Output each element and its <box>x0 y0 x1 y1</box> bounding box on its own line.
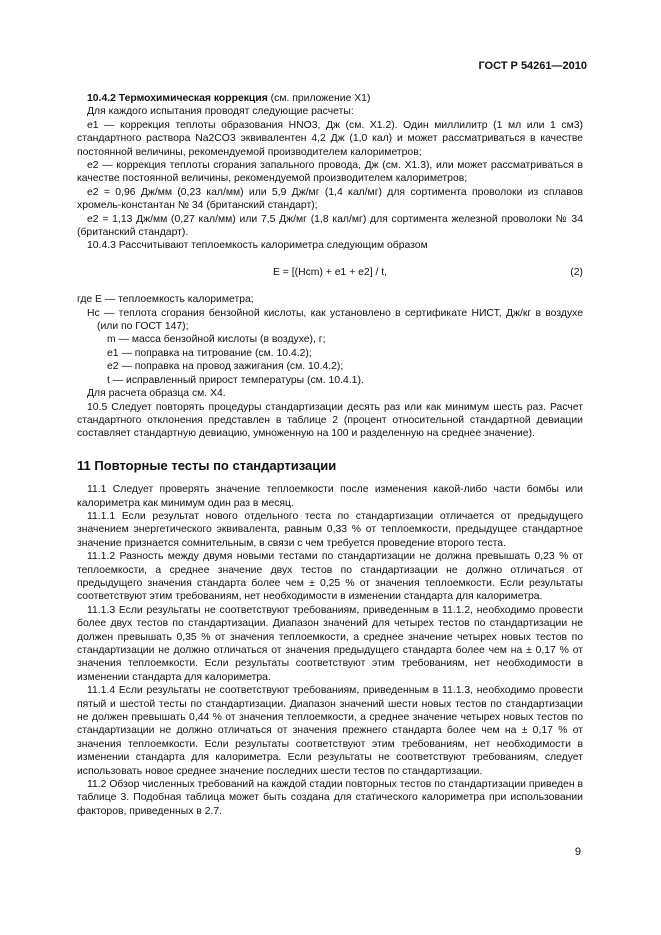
where-Hc: Hc — теплота сгорания бензойной кислоты, как установлено в сертификате НИСТ, Дж/кг в воздухе (или по ГОСТ 147); <box>87 307 583 333</box>
formula-expression: E = [(Hcm) + e1 + e2] / t, <box>272 266 388 278</box>
where-e2: e2 — поправка на провод зажигания (см. 10.4.2); <box>107 361 344 373</box>
section-10-4-2-heading <box>77 92 583 105</box>
paragraph-11-1: 11.1 Следует проверять значение теплоемкости после изменения какой-либо части бомбы или калориметра как минимум один раз в месяц. <box>77 484 583 509</box>
where-E: где E — теплоемкость калориметра; <box>77 294 254 306</box>
document-code: ГОСТ Р 54261—2010 <box>478 60 587 72</box>
heading-tail: (см. приложение X1) <box>267 93 371 104</box>
paragraph-e2-iron: e2 = 1,13 Дж/мм (0,27 кал/мм) или 7,5 Дж/мг (1,8 кал/мг) для сортимента железной проволоки № 34 (британский стандарт). <box>77 213 583 239</box>
section-10-5: 10.5 Следует повторять процедуры стандартизации десять раз или как минимум шесть раз. Расчет стандартного отклонения представлен в таблице 2 (процент относительной стандартной девиации составляет стандартную девиацию, умноженную на 100 и разделенную на среднее значение). <box>77 401 583 440</box>
paragraph-11-1-4: 11.1.4 Если результаты не соответствуют требованиям, приведенным в 11.1.3, необходимо провести пятый и шестой тесты по стандартизации. Диапазон значений шести новых тестов по стандартизации не должен превышать 0,44 % от значения теплоемкости, а среднее значение четырех новых тестов по стандартизации не должно отличаться от значения прежнего стандарта более чем на ± 0,17 % от значения теплоемкости. Если результаты соответствуют этим требованиям, нет необходимости в изменении стандарта для калориметра. Если результаты не соответствуют требованиям, следует использовать новое среднее значение последних шести тестов по стандартизации. <box>77 685 583 777</box>
heading-bold: 10.4.2 Термохимическая коррекция <box>87 93 268 104</box>
section-11-title: 11 Повторные тесты по стандартизации <box>77 457 337 473</box>
paragraph-11-1-1: 11.1.1 Если результат нового отдельного теста по стандартизации отличается от предыдущего значением энергетического эквивалента, равным 0,33 % от теплоемкости, предыдущее стандартное значение признается сомнительным, в связи с чем требуется проведение второго теста. <box>77 510 583 549</box>
page-number: 9 <box>574 846 581 858</box>
where-e1: e1 — поправка на титрование (см. 10.4.2); <box>107 347 312 359</box>
paragraph-11-2: 11.2 Обзор численных требований на каждой стадии повторных тестов по стандартизации приведен в таблице 3. Подобная таблица может быть создана для статического калориметра при использовании факторов, приведенных в 2.7. <box>77 779 583 817</box>
where-m: m — масса бензойной кислоты (в воздухе), г; <box>107 334 326 346</box>
formula-number: (2) <box>570 266 583 278</box>
paragraph-11-1-3: 11.1.3 Если результаты не соответствуют требованиям, приведенным в 11.1.2, необходимо провести более двух тестов по стандартизации. Диапазон значений для четырех тестов по стандартизации не должен превышать 0,35 % от значения теплоемкости, а среднее значение четырех новых тестов по стандартизации не должно отличаться от значения предыдущего стандарта более чем на ± 0,17 % от значения теплоемкости. Если результаты соответствуют этим требованиям, нет необходимости в изменении стандарта для калориметра. <box>77 604 583 683</box>
formula-2 <box>77 266 583 279</box>
page-content <box>77 92 583 818</box>
paragraph-e2: e2 — коррекция теплоты сгорания запального провода, Дж (см. X1.3), или может рассматриваться в качестве постоянной величины, рекомендуемой производителем калориметров; <box>77 160 583 185</box>
paragraph-11-1-2: 11.1.2 Разность между двумя новыми тестами по стандартизации не должна превышать 0,23 % от теплоемкости, а среднее значение двух тестов по стандартизации не должно отличаться от предыдущего значения стандарта более чем ± 0,25 % от значения теплоемкости. Если результаты соответствуют этим требованиям, нет необходимости в изменении стандарта для калориметра. <box>77 551 583 603</box>
where-example: Для расчета образца см. X4. <box>87 388 226 400</box>
where-t: t — исправленный прирост температуры (см. 10.4.1). <box>107 374 364 386</box>
paragraph-e1: e1 — коррекция теплоты образования HNO3, Дж (см. X1.2). Один миллилитр (1 мл или 1 см3) стандартного раствора Na2CO3 эквивалентен 4,2 Дж (1,0 кал) и может рассматриваться в качестве постоянной величины, рекомендуемой производителем калориметров; <box>77 119 583 158</box>
section-10-4-3: 10.4.3 Рассчитывают теплоемкость калориметра следующим образом <box>87 240 428 252</box>
paragraph-intro: Для каждого испытания проводят следующие расчеты: <box>87 106 354 118</box>
paragraph-e2-chromel: e2 = 0,96 Дж/мм (0,23 кал/мм) или 5,9 Дж/мг (1,4 кал/мг) для сортимента проволоки из сплавов хромель-константан № 34 (британский стандарт); <box>77 186 583 212</box>
where-list <box>77 293 583 400</box>
